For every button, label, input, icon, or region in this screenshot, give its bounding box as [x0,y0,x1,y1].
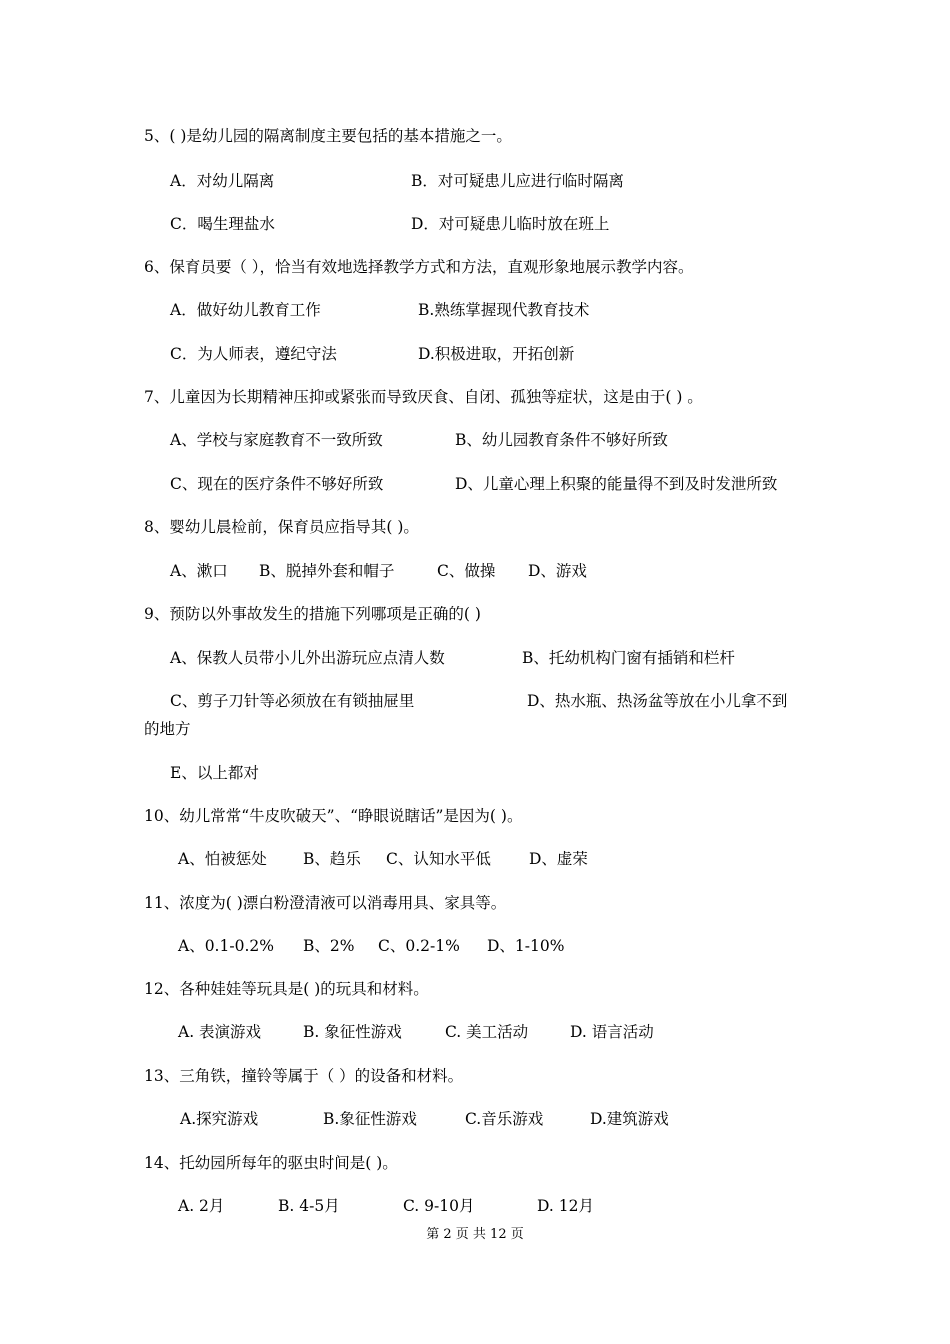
question-7-option-c: C、现在的医疗条件不够好所致 [170,475,384,493]
question-8-stem: 8、婴幼儿晨检前，保育员应指导其( )。 [144,518,419,536]
question-11-stem: 11、浓度为( )漂白粉澄清液可以消毒用具、家具等。 [144,894,507,912]
question-5-option-d: D．对可疑患儿临时放在班上 [411,215,610,233]
question-6-option-c: C．为人师表，遵纪守法 [170,345,337,363]
question-6-option-d: D.积极进取，开拓创新 [418,345,575,363]
question-9-option-a: A、保教人员带小儿外出游玩应点清人数 [170,649,445,667]
question-10-stem: 10、幼儿常常“牛皮吹破天”、“睁眼说瞎话”是因为( )。 [144,807,523,825]
question-7-option-b: B、幼儿园教育条件不够好所致 [455,431,668,449]
question-14-option-c: C. 9-10月 [403,1197,475,1215]
question-14-option-b: B. 4-5月 [278,1197,340,1215]
question-13-option-a: A.探究游戏 [180,1110,259,1128]
question-5-stem: 5、( )是幼儿园的隔离制度主要包括的基本措施之一。 [144,127,512,145]
question-14-stem: 14、托幼园所每年的驱虫时间是( )。 [144,1154,398,1172]
question-10-option-c: C、认知水平低 [386,850,491,868]
question-7-option-d: D、儿童心理上积聚的能量得不到及时发泄所致 [455,475,778,493]
question-8-option-a: A、漱口 [170,562,228,580]
question-13-stem: 13、三角铁，撞铃等属于（ ）的设备和材料。 [144,1067,464,1085]
question-10-option-b: B、趋乐 [303,850,361,868]
question-11-option-a: A、0.1-0.2% [178,937,274,955]
question-5-option-c: C．喝生理盐水 [170,215,275,233]
question-11-option-d: D、1-10% [487,937,565,955]
question-13-option-d: D.建筑游戏 [590,1110,669,1128]
question-12-option-d: D. 语言活动 [570,1023,654,1041]
question-12-option-a: A. 表演游戏 [178,1023,262,1041]
question-8-option-d: D、游戏 [528,562,587,580]
question-8-option-c: C、做操 [437,562,496,580]
question-8-option-b: B、脱掉外套和帽子 [259,562,395,580]
question-13-option-b: B.象征性游戏 [323,1110,417,1128]
question-9-option-d: D、热水瓶、热汤盆等放在小儿拿不到 [527,692,788,710]
question-12-option-b: B. 象征性游戏 [303,1023,402,1041]
question-9-option-e: E、以上都对 [170,764,259,782]
question-5-option-b: B．对可疑患儿应进行临时隔离 [411,172,624,190]
question-10-option-a: A、怕被惩处 [178,850,267,868]
question-5-option-a: A．对幼儿隔离 [170,172,275,190]
question-14-option-a: A. 2月 [178,1197,225,1215]
question-6-option-a: A．做好幼儿教育工作 [170,301,321,319]
question-11-option-b: B、2% [303,937,355,955]
question-6-stem: 6、保育员要（ ），恰当有效地选择教学方式和方法，直观形象地展示教学内容。 [144,258,694,276]
question-9-option-c: C、剪子刀针等必须放在有锁抽屉里 [170,692,415,710]
question-9-option-b: B、托幼机构门窗有插销和栏杆 [522,649,735,667]
page-number-footer: 第 2 页 共 12 页 [426,1227,524,1242]
question-12-option-c: C. 美工活动 [445,1023,529,1041]
question-6-option-b: B.熟练掌握现代教育技术 [418,301,590,319]
question-9-stem: 9、预防以外事故发生的措施下列哪项是正确的( ) [144,605,481,623]
question-7-stem: 7、儿童因为长期精神压抑或紧张而导致厌食、自闭、孤独等症状，这是由于( ) 。 [144,388,703,406]
question-14-option-d: D. 12月 [537,1197,594,1215]
question-7-option-a: A、学校与家庭教育不一致所致 [170,431,383,449]
question-13-option-c: C.音乐游戏 [465,1110,544,1128]
question-12-stem: 12、各种娃娃等玩具是( )的玩具和材料。 [144,980,429,998]
question-10-option-d: D、虚荣 [529,850,588,868]
question-11-option-c: C、0.2-1% [378,937,460,955]
question-9-option-d-continuation: 的地方 [144,720,191,738]
